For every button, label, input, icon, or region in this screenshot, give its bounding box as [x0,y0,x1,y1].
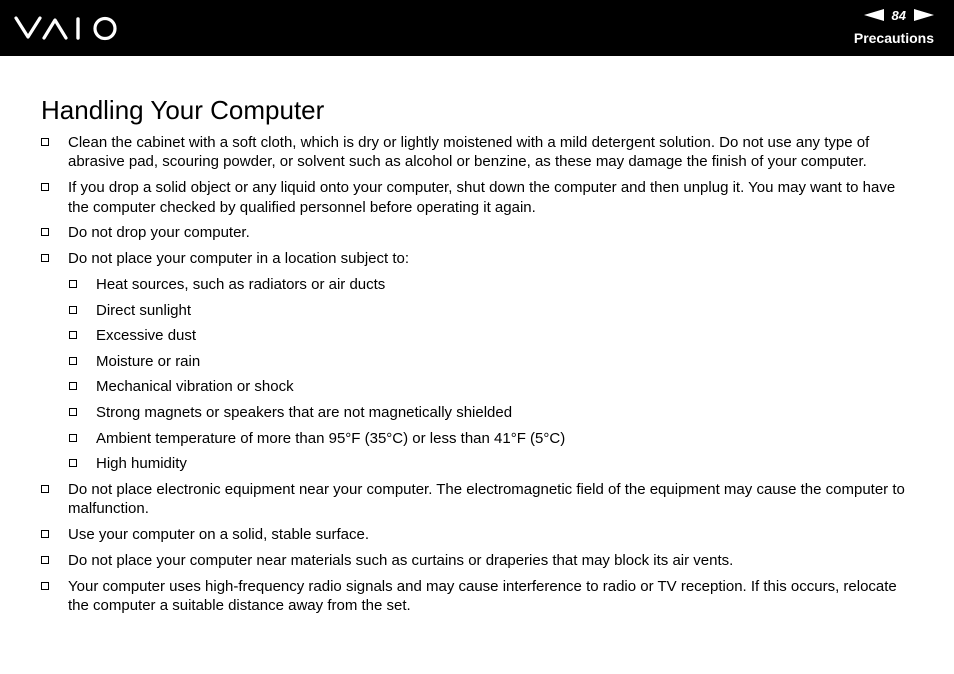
list-item-text: Do not place your computer in a location subject to: [68,250,410,268]
sublist-item [68,403,920,422]
checkbox-bullet-icon [41,228,49,236]
list-item [40,525,920,544]
sublist-item [68,326,920,345]
previous-page-arrow-icon[interactable] [864,9,884,21]
page-title: Handling Your Computer [41,95,325,125]
sublist-item [68,301,920,320]
list-item-text: Do not place electronic equipment near your computer. The electromagnetic field of the equipment may cause the computer to malfunction. [68,480,905,518]
sublist-item [68,275,920,294]
list-item-text: Do not drop your computer. [68,224,250,242]
next-page-arrow-icon[interactable] [914,9,934,21]
checkbox-bullet-icon [41,254,49,262]
vaio-logo [14,15,120,42]
sublist-item [68,377,920,396]
checkbox-bullet-icon [69,280,77,288]
sublist-item [68,454,920,473]
checkbox-bullet-icon [69,382,77,390]
page-number: 84 [891,7,906,23]
sublist-item-text: Direct sunlight [96,301,192,319]
checkbox-bullet-icon [69,306,77,314]
header-bar [0,0,954,56]
checkbox-bullet-icon [41,582,49,590]
checkbox-bullet-icon [41,556,49,564]
checkbox-bullet-icon [41,138,49,146]
sublist-item [68,429,920,448]
list-item-text: Clean the cabinet with a soft cloth, which is dry or lightly moistened with a mild detergent solution. Do not use any type of abrasive pad, scouring powder, or solvent such as alcohol or benzine, as these may damage the finish of your computer. [68,134,870,171]
list-item [40,249,920,473]
sublist-item [68,352,920,371]
list-item-text: Do not place your computer near materials such as curtains or draperies that may block its air vents. [68,551,734,569]
sublist-item-text: Excessive dust [96,327,197,345]
location-sublist [68,275,920,474]
precautions-content [40,133,920,622]
checkbox-bullet-icon [41,530,49,538]
list-item-text: Use your computer on a solid, stable surface. [68,526,369,544]
sublist-item-text: Strong magnets or speakers that are not magnetically shielded [96,403,513,421]
list-item-text: If you drop a solid object or any liquid onto your computer, shut down the computer and then unplug it. You may want to have the computer checked by qualified personnel before operating it again. [68,179,896,216]
precaution-list [40,133,920,616]
sublist-item-text: Mechanical vibration or shock [96,378,294,396]
checkbox-bullet-icon [69,459,77,467]
checkbox-bullet-icon [41,183,49,191]
sublist-item-text: Ambient temperature of more than 95°F (35°C) or less than 41°F (5°C) [96,429,566,447]
sublist-item-text: Moisture or rain [96,352,201,370]
list-item-text: Your computer uses high-frequency radio signals and may cause interference to radio or TV reception. If this occurs, relocate the computer a suitable distance away from the set. [68,577,897,615]
sublist-item-text: Heat sources, such as radiators or air ducts [96,276,386,293]
checkbox-bullet-icon [69,408,77,416]
list-item [40,223,920,242]
page-navigation [864,7,934,23]
list-item [40,577,920,616]
list-item [40,133,920,172]
list-item [40,551,920,570]
checkbox-bullet-icon [41,485,49,493]
checkbox-bullet-icon [69,331,77,339]
sublist-item-text: High humidity [96,455,187,473]
list-item [40,178,920,217]
checkbox-bullet-icon [69,357,77,365]
section-label: Precautions [853,30,934,46]
checkbox-bullet-icon [69,434,77,442]
list-item [40,480,920,519]
